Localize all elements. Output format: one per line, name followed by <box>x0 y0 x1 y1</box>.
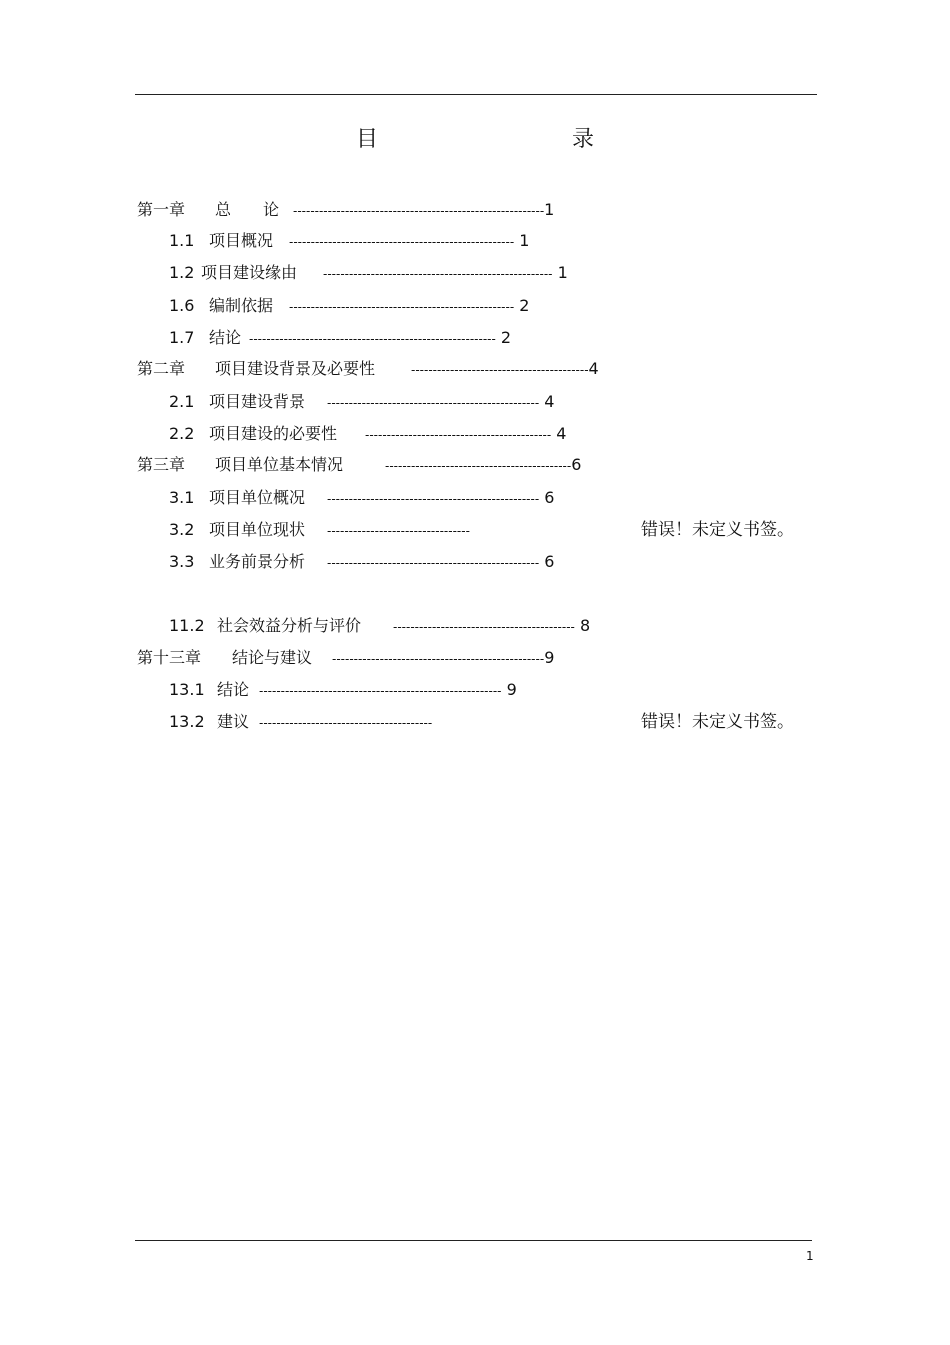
toc-chapter-1[interactable] <box>137 200 554 221</box>
toc-entry-title: 总 论 <box>215 200 280 219</box>
toc-page-number: 1 <box>519 231 530 250</box>
toc-leader: ------------------------------------------------- <box>327 492 540 506</box>
toc-entry-title: 项目建设的必要性 <box>209 424 338 443</box>
toc-leader: ---------------------------------------------------- <box>289 235 515 249</box>
toc-chapter-label: 第二章 <box>137 359 186 378</box>
toc-page-number: 4 <box>588 359 599 378</box>
toc-entry-title: 社会效益分析与评价 <box>217 616 362 635</box>
toc-section-11-2[interactable] <box>169 616 590 637</box>
toc-entry-title: 项目单位基本情况 <box>215 455 344 474</box>
page-title: 目 录 <box>355 127 644 152</box>
toc-entry-title: 结论 <box>217 680 250 699</box>
toc-section-1-6[interactable] <box>169 296 529 317</box>
header-rule <box>135 94 817 95</box>
toc-entry-title: 项目概况 <box>209 231 274 250</box>
toc-section-3-2[interactable] <box>169 520 470 541</box>
toc-section-number: 3.2 <box>169 520 195 539</box>
toc-section-13-1[interactable] <box>169 680 517 701</box>
toc-section-1-2[interactable] <box>169 263 568 284</box>
toc-leader: ------------------------------------------------- <box>327 556 540 570</box>
toc-page-error: 错误！未定义书签。 <box>641 712 794 732</box>
toc-section-number: 1.7 <box>169 328 195 347</box>
toc-section-number: 2.1 <box>169 392 195 411</box>
toc-leader: ------------------------------------------------- <box>327 396 540 410</box>
toc-leader: ----------------------------------------------------- <box>323 267 553 281</box>
toc-section-1-7[interactable] <box>169 328 511 349</box>
toc-entry-title: 结论 <box>209 328 242 347</box>
toc-leader: ------------------------------------------- <box>385 459 572 473</box>
toc-chapter-13[interactable] <box>137 648 554 669</box>
toc-entry-title: 编制依据 <box>209 296 274 315</box>
toc-chapter-3[interactable] <box>137 455 581 476</box>
toc-section-number: 1.2 <box>169 263 195 282</box>
toc-entry-title: 结论与建议 <box>232 648 313 667</box>
toc-section-number: 13.1 <box>169 680 205 699</box>
toc-section-number: 2.2 <box>169 424 195 443</box>
toc-leader: ---------------------------------------------------- <box>289 300 515 314</box>
toc-page-number: 1 <box>544 200 555 219</box>
toc-page-number: 8 <box>579 616 591 635</box>
toc-page-number: 2 <box>519 296 530 315</box>
toc-leader: --------------------------------------------------------- <box>249 332 496 346</box>
toc-chapter-label: 第十三章 <box>137 648 202 667</box>
page-number: 1 <box>806 1249 814 1263</box>
toc-leader: ------------------------------------------------- <box>332 652 545 666</box>
toc-entry-title: 项目建设背景 <box>209 392 306 411</box>
toc-entry-title: 项目单位现状 <box>209 520 306 539</box>
toc-section-number: 11.2 <box>169 616 205 635</box>
toc-section-1-1[interactable] <box>169 231 529 252</box>
toc-page-number: 4 <box>556 424 567 443</box>
toc-leader: ---------------------------------------- <box>259 716 433 730</box>
toc-page-number: 9 <box>506 680 517 699</box>
toc-leader: --------------------------------- <box>327 524 470 538</box>
toc-entry-title: 项目建设背景及必要性 <box>215 359 376 378</box>
toc-chapter-label: 第三章 <box>137 455 186 474</box>
toc-leader: ------------------------------------------ <box>393 620 575 634</box>
toc-leader: ----------------------------------------- <box>411 363 589 377</box>
toc-section-number: 3.3 <box>169 552 195 571</box>
toc-section-number: 13.2 <box>169 712 205 731</box>
toc-chapter-label: 第一章 <box>137 200 186 219</box>
toc-leader: ------------------------------------------- <box>365 428 552 442</box>
toc-page-number: 6 <box>571 455 582 474</box>
toc-entry-title: 项目单位概况 <box>209 488 306 507</box>
toc-page-number: 6 <box>544 488 555 507</box>
toc-entry-title: 建议 <box>217 712 250 731</box>
toc-section-2-1[interactable] <box>169 392 554 413</box>
toc-page-number: 9 <box>544 648 555 667</box>
toc-section-number: 3.1 <box>169 488 195 507</box>
toc-section-2-2[interactable] <box>169 424 566 445</box>
toc-section-3-3[interactable] <box>169 552 554 573</box>
toc-page-number: 1 <box>557 263 568 282</box>
toc-page-error: 错误！未定义书签。 <box>641 520 794 540</box>
footer-rule <box>135 1240 812 1241</box>
toc-entry-title: 业务前景分析 <box>209 552 306 571</box>
toc-leader: ---------------------------------------------------------- <box>293 204 545 218</box>
toc-section-13-2[interactable] <box>169 712 432 733</box>
toc-page-number: 4 <box>544 392 555 411</box>
toc-section-number: 1.1 <box>169 231 195 250</box>
toc-section-number: 1.6 <box>169 296 195 315</box>
toc-chapter-2[interactable] <box>137 359 599 380</box>
toc-page-number: 2 <box>500 328 512 347</box>
toc-page-number: 6 <box>544 552 555 571</box>
toc-entry-title: 项目建设缘由 <box>201 263 298 282</box>
toc-leader: -------------------------------------------------------- <box>259 684 502 698</box>
toc-section-3-1[interactable] <box>169 488 554 509</box>
